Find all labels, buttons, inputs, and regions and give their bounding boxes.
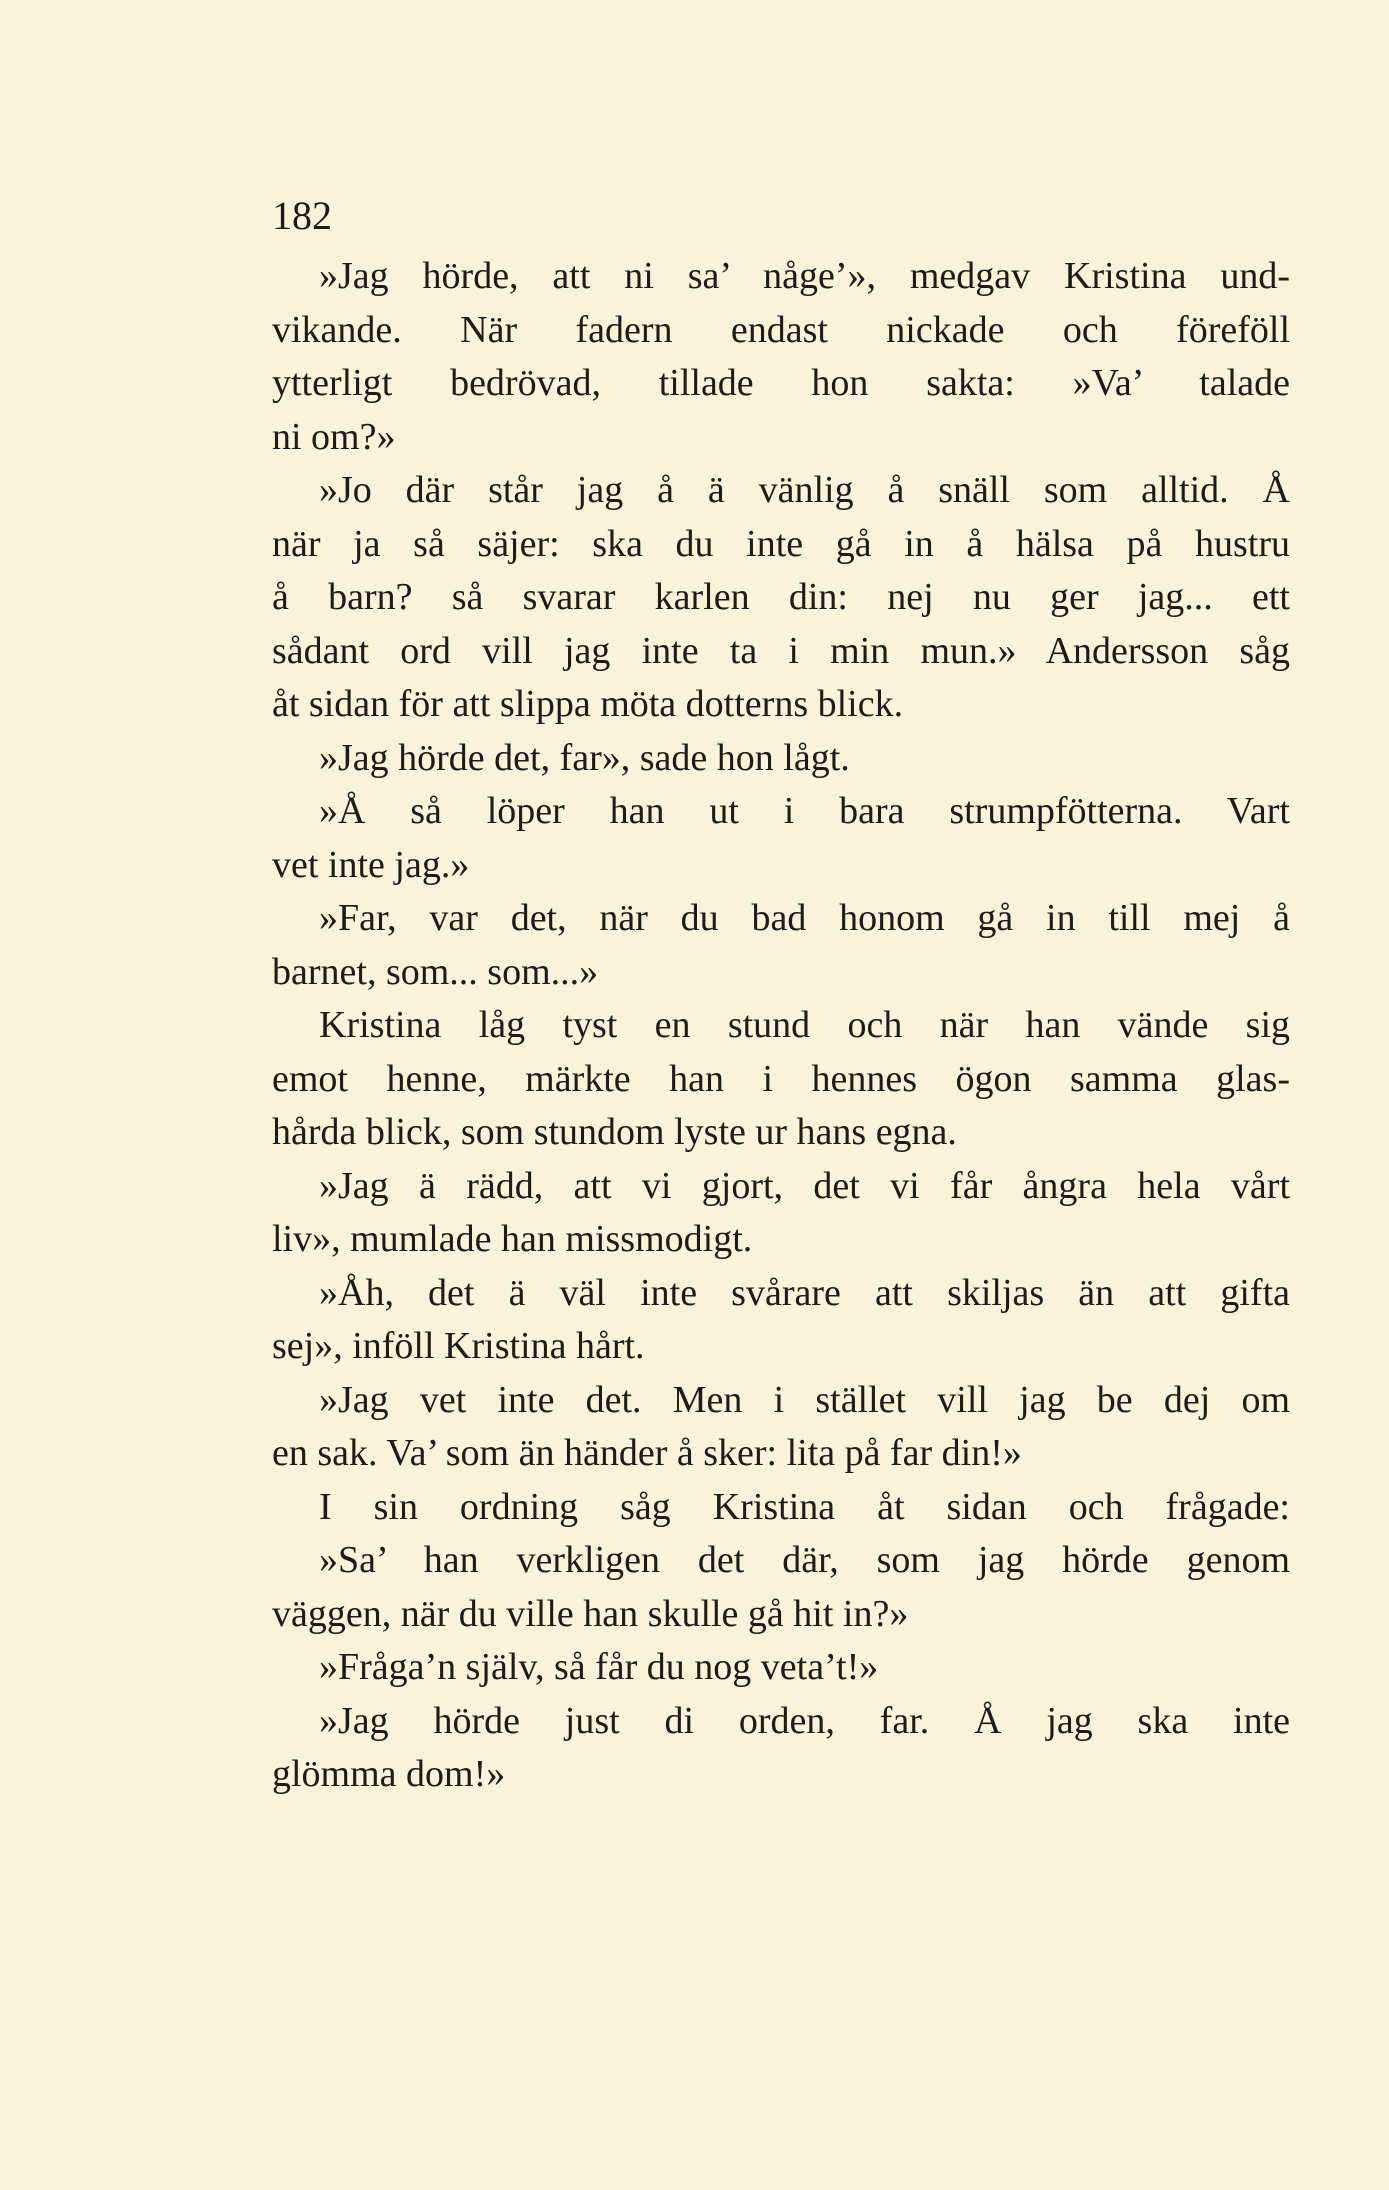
text-line: »Jag ä rädd, att vi gjort, det vi får ångra hela vårt — [319, 1164, 1290, 1207]
text-line: vikande. När fadern endast nickade och föreföll — [272, 308, 1290, 351]
text-line: ni om?» — [272, 415, 396, 458]
text-line: när ja så säjer: ska du inte gå in å hälsa på hustru — [272, 522, 1290, 565]
text-line: sej», inföll Kristina hårt. — [272, 1325, 645, 1367]
text-line: hårda blick, som stundom lyste ur hans egna. — [272, 1111, 957, 1153]
text-line: glömma dom!» — [272, 1753, 506, 1795]
text-line: »Jag hörde just di orden, far. Å jag ska inte — [319, 1699, 1290, 1742]
text-line: »Far, var det, när du bad honom gå in till mej å — [319, 897, 1290, 939]
text-line: »Sa’ han verkligen det där, som jag hörde genom — [319, 1539, 1290, 1581]
text-line: »Fråga’n själv, så får du nog veta’t!» — [319, 1646, 879, 1688]
text-line: »Jo där står jag å ä vänlig å snäll som alltid. Å — [319, 469, 1290, 511]
text-line: barnet, som... som...» — [272, 950, 599, 993]
text-line: åt sidan för att slippa möta dotterns blick. — [272, 683, 904, 725]
text-line: I sin ordning såg Kristina åt sidan och frågade: — [319, 1485, 1290, 1528]
text-line: sådant ord vill jag inte ta i min mun.» Andersson såg — [272, 629, 1290, 672]
text-line: emot henne, märkte han i hennes ögon samma glas- — [272, 1057, 1290, 1100]
page-number: 182 — [272, 193, 332, 238]
text-line: »Jag vet inte det. Men i stället vill jag be dej om — [319, 1378, 1290, 1421]
text-line: »Åh, det ä väl inte svårare att skiljas än att gifta — [319, 1271, 1290, 1314]
text-line: en sak. Va’ som än händer å sker: lita på far din!» — [272, 1432, 1022, 1474]
text-line: ytterligt bedrövad, tillade hon sakta: »Va’ talade — [272, 362, 1290, 404]
text-line: »Å så löper han ut i bara strumpfötterna. Vart — [319, 790, 1290, 832]
body-text — [272, 250, 1290, 1802]
text-line: å barn? så svarar karlen din: nej nu ger jag... ett — [272, 576, 1290, 618]
text-line: vet inte jag.» — [272, 843, 470, 886]
text-line: Kristina låg tyst en stund och när han vände sig — [319, 1004, 1290, 1046]
text-line: liv», mumlade han missmodigt. — [272, 1218, 753, 1260]
text-line: »Jag hörde det, far», sade hon lågt. — [319, 736, 850, 779]
text-line: väggen, när du ville han skulle gå hit in?» — [272, 1592, 909, 1635]
text-line: »Jag hörde, att ni sa’ någe’», medgav Kristina und- — [319, 255, 1290, 297]
